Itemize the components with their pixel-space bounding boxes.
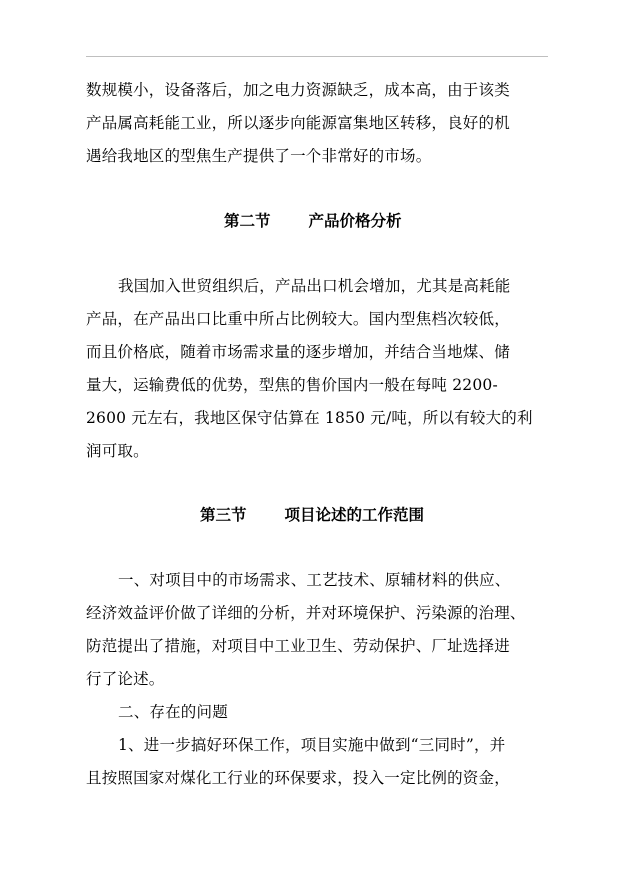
header-rule [86,56,548,57]
paragraph-line: 且按照国家对煤化工行业的环保要求，投入一定比例的资金， [86,769,510,787]
paragraph-line: 防范提出了措施，对项目中工业卫生、劳动保护、厂址选择进 [86,637,510,655]
paragraph-line: 经济效益评价做了详细的分析，并对环境保护、污染源的治理、 [86,604,526,622]
paragraph-line: 产品，在产品出口比重中所占比例较大。国内型焦档次较低， [86,310,510,328]
paragraph-line: 行了论述。 [86,670,165,688]
section-title: 产品价格分析 [308,211,402,230]
paragraph-line: 2600 元左右，我地区保守估算在 1850 元/吨，所以有较大的利 [86,409,533,427]
paragraph-line: 产品属高耗能工业，所以逐步向能源富集地区转移，良好的机 [86,114,510,132]
section-heading [200,505,424,525]
section-number: 第三节 [200,505,247,524]
paragraph-line: 我国加入世贸组织后，产品出口机会增加，尤其是高耗能 [118,277,511,295]
paragraph-line: 量大，运输费低的优势，型焦的售价国内一般在每吨 2200- [86,376,498,394]
paragraph-line: 而且价格底，随着市场需求量的逐步增加，并结合当地煤、储 [86,343,510,361]
paragraph-line: 遇给我地区的型焦生产提供了一个非常好的市场。 [86,147,432,165]
paragraph-line: 二、存在的问题 [118,703,228,721]
section-heading [224,211,402,231]
section-title: 项目论述的工作范围 [284,505,425,524]
paragraph-line: 1、进一步搞好环保工作，项目实施中做到“三同时”，并 [118,736,506,754]
paragraph-line: 数规模小，设备落后，加之电力资源缺乏，成本高，由于该类 [86,81,510,99]
paragraph-line: 一、对项目中的市场需求、工艺技术、原辅材料的供应、 [118,571,511,589]
section-number: 第二节 [224,211,271,230]
paragraph-line: 润可取。 [86,442,149,460]
